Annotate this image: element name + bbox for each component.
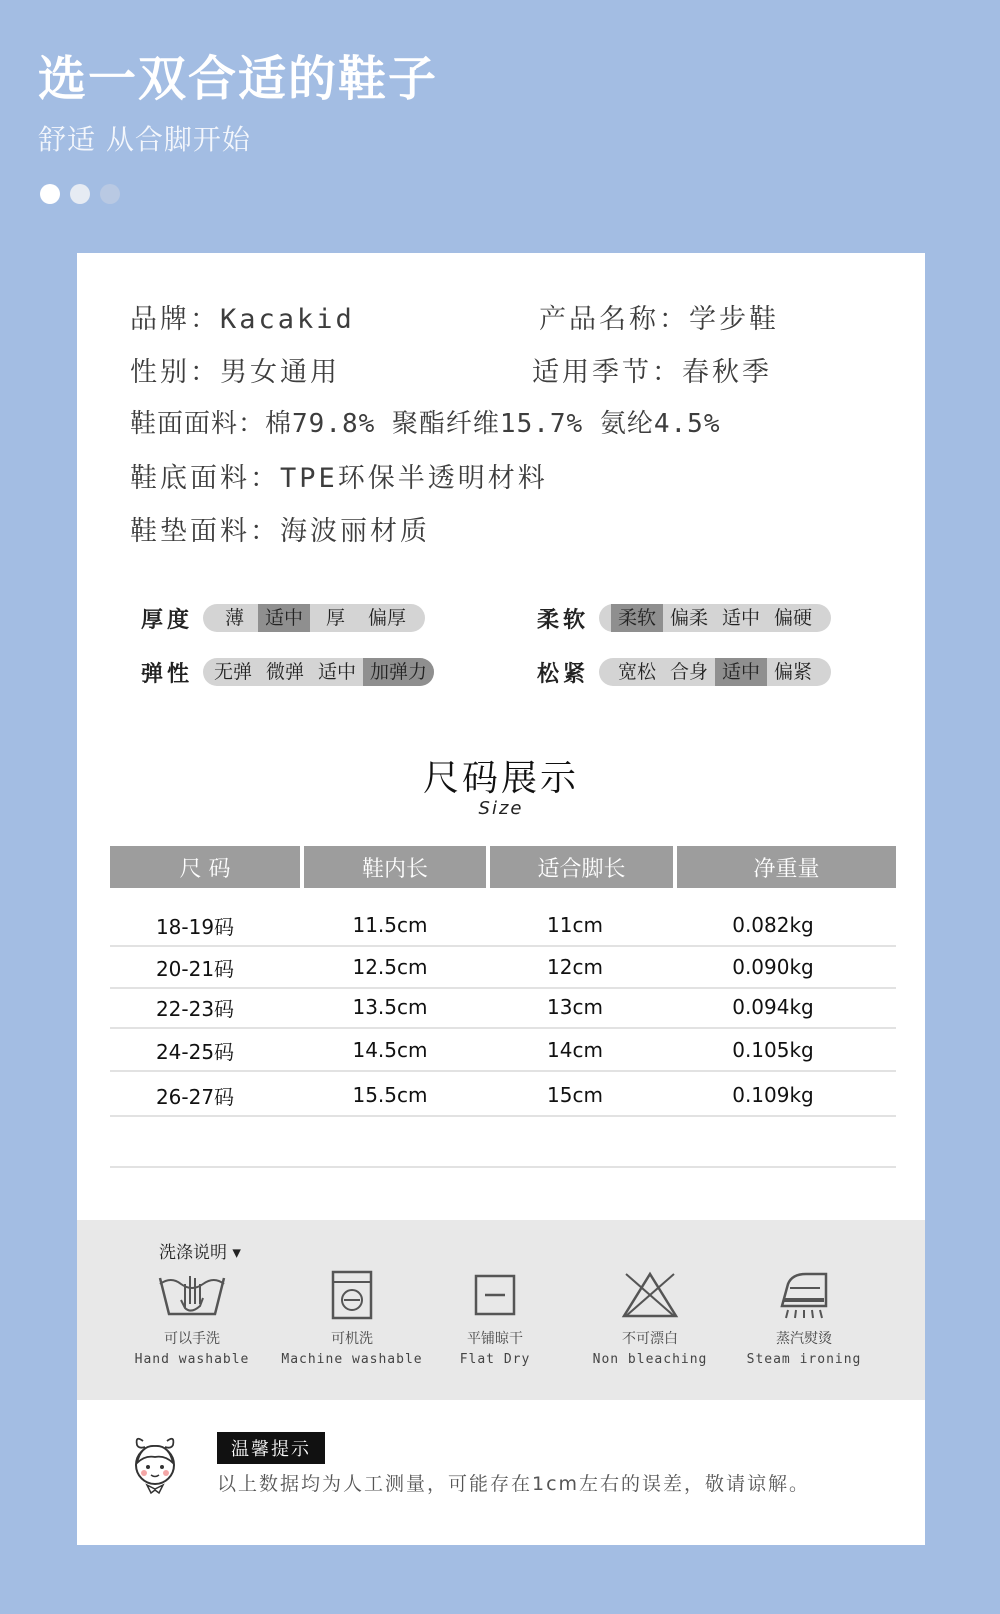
spec-label: 产品名称： [539,304,689,335]
tip-text: 以上数据均为人工测量，可能存在1cm左右的误差，敬请谅解。 [217,1473,811,1495]
spec-sole-material [130,456,548,495]
cell-size: 20-21码 [155,956,235,981]
wash-item-en: Non bleaching [592,1352,708,1367]
rating-option[interactable]: 无弹 [214,661,253,683]
table-row [110,905,896,947]
rating-option[interactable]: 薄 [225,607,245,629]
spec-product-name [539,297,779,336]
cell-weight: 0.082kg [732,913,814,937]
spec-value: 春秋季 [682,357,772,388]
table-header-size: 尺 码 [110,846,300,888]
wash-item-en: Steam ironing [746,1352,862,1367]
wash-item-en: Machine washable [281,1352,423,1367]
spec-season [532,350,772,389]
rating-elasticity [141,657,434,687]
rating-option[interactable]: 适中 [318,661,357,683]
size-title: 尺码展示 [422,758,579,799]
spec-label: 品牌： [130,304,220,335]
cell-inner-length: 15.5cm [352,1083,428,1107]
wash-title: 洗涤说明 ▾ [159,1243,241,1263]
spec-value: TPE环保半透明材料 [280,463,548,494]
table-row [110,1030,896,1072]
spec-label: 鞋面面料： [130,409,266,439]
rating-option-selected[interactable]: 柔软 [611,604,663,632]
carousel-dot[interactable] [100,184,120,204]
wash-item-flat-dry [420,1270,570,1367]
rating-track [203,604,425,632]
rating-option[interactable]: 宽松 [618,661,657,683]
carousel-dot[interactable] [40,184,60,204]
rating-option[interactable]: 偏硬 [774,607,813,629]
table-row [110,1075,896,1117]
cell-weight: 0.094kg [732,995,814,1019]
carousel-dots [40,184,120,204]
spec-label: 适用季节： [532,357,682,388]
cell-weight: 0.090kg [732,955,814,979]
wash-item-steam-iron [729,1270,879,1367]
spec-label: 鞋垫面料： [130,516,280,547]
cell-foot-length: 12cm [547,955,603,979]
cell-weight: 0.109kg [732,1083,814,1107]
spec-gender [130,350,340,389]
spec-label: 鞋底面料： [130,463,280,494]
cell-inner-length: 13.5cm [352,995,428,1019]
machine-wash-icon [327,1270,377,1320]
rating-option-selected[interactable]: 适中 [715,658,767,686]
rating-option[interactable]: 厚 [326,607,346,629]
cell-inner-length: 11.5cm [352,913,428,937]
no-bleach-icon [620,1270,680,1320]
spec-value: 海波丽材质 [280,516,430,547]
rating-tightness [537,657,831,687]
size-subtitle: Size [478,798,524,819]
spec-value: 棉79.8% 聚酯纤维15.7% 氨纶4.5% [265,409,721,439]
page-title: 选一双合适的鞋子 [38,51,439,107]
wash-item-hand [117,1270,267,1367]
rating-track [599,604,831,632]
cell-foot-length: 14cm [547,1038,603,1062]
wash-item-cn: 蒸汽熨烫 [776,1331,832,1347]
cell-size: 18-19码 [155,914,235,939]
rating-option[interactable]: 偏紧 [774,661,813,683]
table-header-inner-length: 鞋内长 [304,846,486,888]
rating-label: 柔软 [537,607,590,633]
rating-thickness [141,603,425,633]
girl-avatar-icon [129,1433,181,1497]
hand-wash-icon [157,1270,227,1320]
rating-label: 松紧 [537,661,590,687]
wash-item-cn: 可以手洗 [164,1331,220,1347]
rating-option[interactable]: 微弹 [266,661,305,683]
wash-item-en: Flat Dry [459,1352,531,1367]
wash-item-no-bleach [575,1270,725,1367]
table-header-weight: 净重量 [677,846,896,888]
wash-item-cn: 平铺晾干 [467,1331,523,1347]
spec-insole-material [130,509,430,548]
spec-upper-material [130,403,720,440]
cell-foot-length: 13cm [547,995,603,1019]
spec-value: Kacakid [220,304,355,335]
rating-track [203,658,434,686]
cell-foot-length: 15cm [547,1083,603,1107]
rating-option-selected[interactable]: 适中 [258,604,310,632]
spec-value: 学步鞋 [689,304,779,335]
rating-option[interactable]: 偏柔 [670,607,709,629]
rating-label: 厚度 [141,607,194,633]
spec-label: 性别： [130,357,220,388]
cell-weight: 0.105kg [732,1038,814,1062]
table-bottom-divider [110,1166,896,1168]
rating-option[interactable]: 适中 [722,607,761,629]
rating-softness [537,603,831,633]
carousel-dot[interactable] [70,184,90,204]
wash-item-cn: 不可漂白 [622,1331,678,1347]
cell-inner-length: 14.5cm [352,1038,428,1062]
rating-track [599,658,831,686]
flat-dry-icon [470,1270,520,1320]
table-row [110,947,896,989]
table-header-foot-length: 适合脚长 [490,846,673,888]
tip-badge: 温馨提示 [217,1432,325,1464]
wash-instructions-panel [77,1220,925,1400]
spec-value: 男女通用 [220,357,340,388]
cell-size: 24-25码 [155,1039,235,1064]
cell-size: 22-23码 [155,996,235,1021]
wash-item-en: Hand washable [134,1352,250,1367]
table-row [110,987,896,1029]
rating-option[interactable]: 合身 [670,661,709,683]
cell-inner-length: 12.5cm [352,955,428,979]
rating-option-selected[interactable]: 加弹力 [363,658,434,686]
cell-foot-length: 11cm [547,913,603,937]
cell-size: 26-27码 [155,1084,235,1109]
spec-brand [130,297,355,336]
page-subtitle: 舒适 从合脚开始 [38,123,251,156]
rating-option[interactable]: 偏厚 [368,607,407,629]
wash-item-cn: 可机洗 [331,1331,373,1347]
wash-item-machine [277,1270,427,1367]
steam-iron-icon [776,1270,832,1320]
product-card [77,253,925,1545]
rating-label: 弹性 [141,661,194,687]
